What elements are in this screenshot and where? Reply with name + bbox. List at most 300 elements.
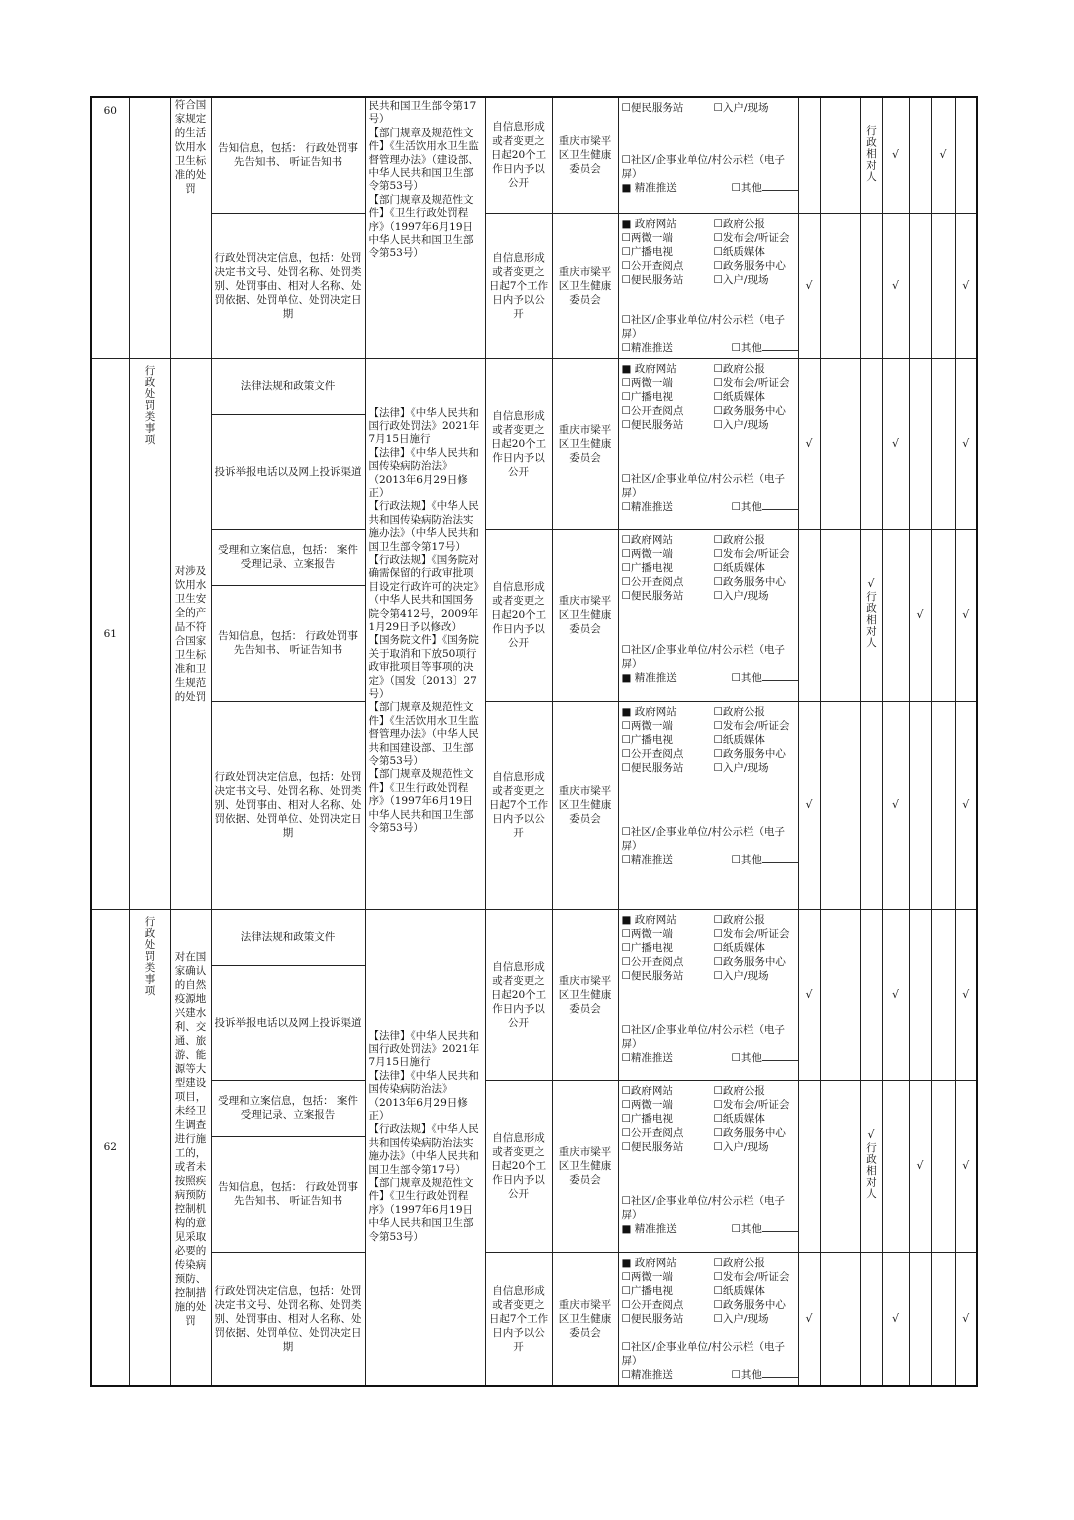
table-cell	[798, 1080, 820, 1252]
text-span	[714, 1112, 799, 1126]
fill-in-line	[762, 341, 798, 351]
text-span	[622, 500, 732, 514]
text-span	[714, 761, 799, 775]
channel-label: 政务服务中心	[722, 259, 786, 272]
text-span: 行政相对人	[865, 1142, 877, 1200]
checked-box-icon: ■	[621, 362, 632, 375]
empty-checkbox-icon: ☐	[621, 589, 631, 602]
row-number: 60	[91, 97, 129, 358]
table-cell: √	[955, 358, 977, 529]
empty-checkbox-icon: ☐	[621, 761, 631, 774]
channel-label: 广播电视	[630, 561, 673, 574]
text-span	[622, 217, 714, 231]
empty-checkbox-icon: ☐	[621, 154, 631, 166]
channel-label: 广播电视	[630, 245, 673, 258]
empty-checkbox-icon: ☐	[713, 1270, 723, 1283]
empty-checkbox-icon: ☐	[621, 390, 631, 403]
checked-box-icon: ■	[621, 1222, 632, 1235]
channel-label: 入户/现场	[722, 1140, 769, 1153]
text-span	[714, 1298, 799, 1312]
empty-checkbox-icon: ☐	[713, 1112, 723, 1125]
table-cell	[820, 213, 860, 358]
channel-label: 纸质媒体	[722, 941, 765, 954]
table-cell: √	[931, 97, 955, 213]
empty-checkbox-icon: ☐	[621, 1298, 631, 1311]
text-span	[622, 747, 714, 761]
channel-label: 社区/企事业单位/村公示栏（电子屏）	[621, 472, 785, 499]
text-span	[714, 1126, 799, 1140]
channel-label: 政府网站	[634, 913, 677, 926]
text-span	[714, 390, 799, 404]
empty-checkbox-icon: ☐	[621, 1112, 631, 1125]
empty-checkbox-icon: ☐	[621, 853, 631, 866]
channel-label: 入户/现场	[722, 418, 769, 431]
empty-checkbox-icon: ☐	[621, 825, 631, 838]
channel-label: 政务服务中心	[722, 404, 786, 417]
empty-checkbox-icon: ☐	[621, 1051, 631, 1064]
channel-label: 政务服务中心	[722, 747, 786, 760]
matter-cell: 对在国家确认的自然疫源地兴建水利、交通、旅游、能源等大型建设项目，未经卫生调查进行施工的，或者未按照疾病预防控制机构的意见采取必要的传染病预防、控制措施的处罚	[170, 909, 211, 1386]
table-cell: √	[882, 213, 909, 358]
table-cell: √	[798, 213, 820, 358]
table-cell	[860, 1252, 882, 1386]
text-span	[622, 273, 714, 287]
channel-label: 两微一端	[630, 719, 673, 732]
empty-checkbox-icon: ☐	[713, 747, 723, 760]
table-cell: 自信息形成或者变更之日起7个工作日内予以公开	[485, 213, 552, 358]
channel-label: 纸质媒体	[722, 245, 765, 258]
text-span	[622, 705, 714, 719]
text-span	[714, 927, 799, 941]
text-span	[622, 390, 714, 404]
text-span	[714, 705, 799, 719]
table-cell	[860, 97, 882, 213]
check-mark-icon: √	[867, 1128, 875, 1142]
empty-checkbox-icon: ☐	[713, 362, 723, 375]
channel-label: 便民服务站	[630, 1140, 684, 1153]
text-span	[622, 418, 714, 432]
channel-label: 政府公报	[722, 217, 765, 230]
fill-in-line	[762, 1051, 798, 1061]
channel-label: 政府网站	[634, 705, 677, 718]
channel-label: 精准推送	[634, 182, 677, 194]
text-span	[714, 245, 799, 259]
channel-label: 社区/企事业单位/村公示栏（电子屏）	[621, 1194, 785, 1221]
channel-label: 政府网站	[630, 533, 673, 546]
channel-label: 入户/现场	[722, 273, 769, 286]
channel-label: 广播电视	[630, 733, 673, 746]
channel-cell	[618, 97, 798, 213]
channel-label: 公开查阅点	[630, 955, 684, 968]
text-span	[622, 1126, 714, 1140]
channel-cell	[618, 1252, 798, 1386]
channel-label: 发布会/听证会	[722, 376, 790, 389]
table-cell	[860, 358, 882, 529]
empty-checkbox-icon: ☐	[713, 1312, 723, 1325]
info-item-notice: 告知信息，包括： 行政处罚事先告知书、 听证告知书	[211, 585, 365, 701]
row-number: 62	[91, 909, 129, 1386]
empty-checkbox-icon: ☐	[621, 313, 631, 326]
channel-label: 社区/企事业单位/村公示栏（电子屏）	[621, 643, 785, 670]
table-cell: 自信息形成或者变更之日起20个工作日内予以公开	[485, 1080, 552, 1252]
timeframe-cell: 自信息形成或者变更之日起20个工作日内予以公开	[485, 97, 552, 213]
info-item-decision: 行政处罚决定信息，包括：处罚决定书文号、处罚名称、处罚类别、处罚事由、相对人名称、处罚依据、处罚单位、处罚决定日期	[211, 213, 365, 358]
empty-checkbox-icon: ☐	[621, 941, 631, 954]
info-item-filing: 受理和立案信息，包括： 案件受理记录、立案报告	[211, 1080, 365, 1136]
table-cell	[820, 358, 860, 529]
empty-checkbox-icon: ☐	[621, 1312, 631, 1325]
empty-checkbox-icon: ☐	[713, 733, 723, 746]
channel-label: 入户/现场	[722, 102, 769, 114]
channel-label: 政务服务中心	[722, 575, 786, 588]
table-row	[91, 909, 977, 965]
text-span	[732, 853, 799, 867]
table-cell: √	[882, 97, 909, 213]
text-span	[622, 1298, 714, 1312]
matter-cell: 对涉及饮用水卫生安全的产品不符合国家卫生标准和卫生规范的处罚	[170, 358, 211, 909]
empty-checkbox-icon: ☐	[621, 341, 631, 354]
text-span	[714, 941, 799, 955]
channel-cell	[618, 1080, 798, 1252]
channel-label: 纸质媒体	[722, 733, 765, 746]
channel-label: 政府公报	[722, 1256, 765, 1269]
text-span	[732, 500, 799, 514]
text-span	[622, 1270, 714, 1284]
table-cell	[931, 213, 955, 358]
table-cell	[909, 909, 931, 1080]
empty-checkbox-icon: ☐	[621, 1126, 631, 1139]
table-cell: 自信息形成或者变更之日起7个工作日内予以公开	[485, 1252, 552, 1386]
text-span	[622, 1112, 714, 1126]
empty-checkbox-icon: ☐	[713, 561, 723, 574]
empty-checkbox-icon: ☐	[713, 245, 723, 258]
text-span	[714, 1256, 799, 1270]
table-cell	[820, 701, 860, 909]
table-cell: 重庆市梁平区卫生健康委员会	[552, 1080, 618, 1252]
text-span	[622, 969, 714, 983]
channel-label: 公开查阅点	[630, 575, 684, 588]
channel-label: 其他	[740, 341, 762, 354]
channel-label: 发布会/听证会	[722, 1270, 790, 1283]
basis-cell: 【法律】《中华人民共和国行政处罚法》2021年7月15日施行 【法律】《中华人民共和国传染病防治法》（2013年6月29日修正） 【行政法规】《中华人民共和国传染病防治法实施办法》（中华人民共和国卫生部令第17号） 【部门规章及规范性文件】《卫生行政处罚程序》（1997年6月19日中华人民共和国卫生部令第53号）	[365, 909, 485, 1386]
text-span	[622, 733, 714, 747]
empty-checkbox-icon: ☐	[713, 1298, 723, 1311]
channel-label: 入户/现场	[722, 969, 769, 982]
channel-label: 社区/企事业单位/村公示栏（电子屏）	[621, 313, 785, 340]
channel-label: 社区/企事业单位/村公示栏（电子屏）	[621, 1340, 785, 1367]
text-span	[714, 733, 799, 747]
table-cell	[882, 1080, 909, 1252]
table-cell: √	[955, 701, 977, 909]
table-row	[91, 213, 977, 358]
text-span	[622, 561, 714, 575]
channel-label: 精准推送	[634, 1222, 677, 1235]
table-cell: √	[798, 1252, 820, 1386]
empty-checkbox-icon: ☐	[713, 1084, 723, 1097]
text-span	[714, 589, 799, 603]
text-span	[732, 341, 799, 355]
channel-label: 纸质媒体	[722, 1112, 765, 1125]
object-label: 行政相对人	[865, 124, 877, 182]
text-span	[622, 575, 714, 589]
text-span	[714, 1312, 799, 1326]
table-cell	[129, 909, 170, 1386]
empty-checkbox-icon: ☐	[621, 1140, 631, 1153]
table-cell: 重庆市梁平区卫生健康委员会	[552, 1252, 618, 1386]
text-span	[622, 1098, 714, 1112]
text-span	[622, 181, 732, 195]
table-cell	[820, 1080, 860, 1252]
matter-cell: 符合国家规定的生活饮用水卫生标准的处罚	[170, 97, 211, 358]
channel-label: 政府网站	[634, 1256, 677, 1269]
table-cell	[860, 701, 882, 909]
table-cell: 自信息形成或者变更之日起20个工作日内予以公开	[485, 909, 552, 1080]
channel-label: 社区/企事业单位/村公示栏（电子屏）	[621, 825, 785, 852]
empty-checkbox-icon: ☐	[731, 500, 741, 513]
empty-checkbox-icon: ☐	[621, 102, 631, 114]
empty-checkbox-icon: ☐	[731, 1222, 741, 1235]
text-span	[732, 671, 799, 685]
text-span	[714, 231, 799, 245]
table-cell: 重庆市梁平区卫生健康委员会	[552, 909, 618, 1080]
channel-label: 其他	[740, 182, 762, 194]
channel-label: 精准推送	[630, 1368, 673, 1381]
info-item-laws: 法律法规和政策文件	[211, 909, 365, 965]
text-span	[622, 1084, 714, 1098]
table-cell: 自信息形成或者变更之日起20个工作日内予以公开	[485, 358, 552, 529]
table-cell: 重庆市梁平区卫生健康委员会	[552, 358, 618, 529]
channel-label: 政府网站	[634, 362, 677, 375]
channel-label: 广播电视	[630, 390, 673, 403]
text-span	[714, 1270, 799, 1284]
info-item-laws: 法律法规和政策文件	[211, 358, 365, 414]
empty-checkbox-icon: ☐	[713, 547, 723, 560]
check-mark-icon: √	[867, 577, 875, 591]
empty-checkbox-icon: ☐	[621, 643, 631, 656]
info-item-filing: 受理和立案信息，包括： 案件受理记录、立案报告	[211, 529, 365, 585]
text-span	[714, 362, 799, 376]
empty-checkbox-icon: ☐	[621, 955, 631, 968]
empty-checkbox-icon: ☐	[621, 719, 631, 732]
text-span	[622, 259, 714, 273]
table-cell: √	[955, 1080, 977, 1252]
table-cell	[931, 1080, 955, 1252]
text-span	[714, 969, 799, 983]
channel-label: 纸质媒体	[722, 390, 765, 403]
channel-label: 两微一端	[630, 547, 673, 560]
empty-checkbox-icon: ☐	[713, 259, 723, 272]
empty-checkbox-icon: ☐	[713, 927, 723, 940]
channel-label: 纸质媒体	[722, 561, 765, 574]
empty-checkbox-icon: ☐	[621, 1340, 631, 1353]
channel-label: 政务服务中心	[722, 1126, 786, 1139]
channel-cell	[618, 701, 798, 909]
fill-in-line	[762, 181, 798, 191]
empty-checkbox-icon: ☐	[731, 341, 741, 354]
table-cell: 重庆市梁平区卫生健康委员会	[552, 701, 618, 909]
table-cell: √	[798, 358, 820, 529]
empty-checkbox-icon: ☐	[731, 1368, 741, 1381]
channel-label: 公开查阅点	[630, 259, 684, 272]
category-label: 行政处罚类事项	[143, 915, 156, 996]
empty-checkbox-icon: ☐	[621, 1023, 631, 1036]
table-cell	[798, 529, 820, 701]
empty-checkbox-icon: ☐	[621, 969, 631, 982]
fill-in-line	[762, 671, 798, 681]
text-span: 行政相对人	[865, 591, 877, 649]
text-span	[714, 376, 799, 390]
channel-label: 广播电视	[630, 941, 673, 954]
channel-label: 其他	[740, 671, 762, 684]
table-cell	[882, 529, 909, 701]
channel-label: 便民服务站	[630, 418, 684, 431]
text-span	[622, 671, 732, 685]
table-cell	[798, 97, 820, 213]
channel-cell	[618, 358, 798, 529]
channel-label: 入户/现场	[722, 589, 769, 602]
text-span	[622, 362, 714, 376]
text-span	[622, 761, 714, 775]
channel-label: 公开查阅点	[630, 1126, 684, 1139]
text-span	[622, 533, 714, 547]
text-span	[714, 533, 799, 547]
empty-checkbox-icon: ☐	[713, 575, 723, 588]
empty-checkbox-icon: ☐	[621, 561, 631, 574]
empty-checkbox-icon: ☐	[621, 273, 631, 286]
empty-checkbox-icon: ☐	[731, 1051, 741, 1064]
table-row	[91, 97, 977, 213]
empty-checkbox-icon: ☐	[621, 1270, 631, 1283]
empty-checkbox-icon: ☐	[621, 259, 631, 272]
empty-checkbox-icon: ☐	[713, 1284, 723, 1297]
empty-checkbox-icon: ☐	[621, 747, 631, 760]
category-cell	[129, 97, 170, 358]
channel-label: 其他	[740, 1051, 762, 1064]
empty-checkbox-icon: ☐	[713, 418, 723, 431]
text-span	[714, 575, 799, 589]
channel-label: 发布会/听证会	[722, 1098, 790, 1111]
text-span	[732, 1222, 799, 1236]
channel-label: 政府网站	[634, 217, 677, 230]
subject-cell: 重庆市梁平区卫生健康委员会	[552, 97, 618, 213]
channel-label: 精准推送	[630, 853, 673, 866]
channel-label: 其他	[740, 853, 762, 866]
text-span	[622, 927, 714, 941]
channel-label: 便民服务站	[630, 589, 684, 602]
empty-checkbox-icon: ☐	[713, 217, 723, 230]
text-span	[622, 589, 714, 603]
text-span	[714, 273, 799, 287]
text-span	[622, 245, 714, 259]
text-span	[714, 955, 799, 969]
channel-label: 发布会/听证会	[722, 927, 790, 940]
table-cell	[909, 213, 931, 358]
text-span	[622, 955, 714, 969]
table-cell: 重庆市梁平区卫生健康委员会	[552, 213, 618, 358]
empty-checkbox-icon: ☐	[621, 575, 631, 588]
text-span	[714, 547, 799, 561]
table-cell: √	[882, 701, 909, 909]
channel-label: 入户/现场	[722, 761, 769, 774]
table-cell: 自信息形成或者变更之日起20个工作日内予以公开	[485, 529, 552, 701]
empty-checkbox-icon: ☐	[713, 376, 723, 389]
empty-checkbox-icon: ☐	[621, 418, 631, 431]
text-span	[714, 719, 799, 733]
table-cell	[820, 1252, 860, 1386]
empty-checkbox-icon: ☐	[713, 1126, 723, 1139]
table-cell: 自信息形成或者变更之日起7个工作日内予以公开	[485, 701, 552, 909]
table-cell: √	[798, 909, 820, 1080]
info-item-complaint: 投诉举报电话以及网上投诉渠道	[211, 414, 365, 529]
channel-label: 政府公报	[722, 913, 765, 926]
text-span	[622, 1256, 714, 1270]
text-span	[622, 719, 714, 733]
text-span	[622, 913, 714, 927]
text-span	[622, 853, 732, 867]
fill-in-line	[762, 1222, 798, 1232]
table-cell	[860, 213, 882, 358]
channel-label: 政务服务中心	[722, 1298, 786, 1311]
text-span	[622, 941, 714, 955]
text-span	[714, 561, 799, 575]
fill-in-line	[762, 1368, 798, 1378]
channel-label: 精准推送	[630, 1051, 673, 1064]
text-span	[714, 259, 799, 273]
text-span	[622, 404, 714, 418]
table-cell	[931, 909, 955, 1080]
text-span	[714, 1284, 799, 1298]
table-cell	[129, 358, 170, 909]
table-cell	[909, 701, 931, 909]
empty-checkbox-icon: ☐	[621, 733, 631, 746]
channel-label: 政府公报	[722, 533, 765, 546]
empty-checkbox-icon: ☐	[713, 404, 723, 417]
channel-label: 广播电视	[630, 1284, 673, 1297]
checked-box-icon: ■	[621, 913, 632, 926]
empty-checkbox-icon: ☐	[621, 547, 631, 560]
table-cell	[931, 1252, 955, 1386]
text-span	[622, 1284, 714, 1298]
table-cell: √	[955, 1252, 977, 1386]
channel-label: 发布会/听证会	[722, 719, 790, 732]
empty-checkbox-icon: ☐	[621, 376, 631, 389]
channel-label: 精准推送	[630, 500, 673, 513]
channel-label: 便民服务站	[630, 102, 684, 114]
channel-label: 便民服务站	[630, 1312, 684, 1325]
info-item-notice: 告知信息，包括： 行政处罚事先告知书、 听证告知书	[211, 1136, 365, 1252]
empty-checkbox-icon: ☐	[621, 1098, 631, 1111]
channel-label: 政府公报	[722, 362, 765, 375]
empty-checkbox-icon: ☐	[621, 1194, 631, 1207]
empty-checkbox-icon: ☐	[621, 245, 631, 258]
channel-label: 精准推送	[634, 671, 677, 684]
fill-in-line	[762, 853, 798, 863]
channel-label: 政府网站	[630, 1084, 673, 1097]
empty-checkbox-icon: ☐	[713, 913, 723, 926]
disclosure-table	[90, 96, 978, 1387]
channel-label: 社区/企事业单位/村公示栏（电子屏）	[621, 1023, 785, 1050]
empty-checkbox-icon: ☐	[713, 1256, 723, 1269]
channel-label: 公开查阅点	[630, 404, 684, 417]
table-cell	[860, 1080, 882, 1252]
table-cell: √	[882, 1252, 909, 1386]
text-span	[714, 418, 799, 432]
empty-checkbox-icon: ☐	[713, 719, 723, 732]
table-cell	[860, 909, 882, 1080]
empty-checkbox-icon: ☐	[713, 705, 723, 718]
text-span	[714, 217, 799, 231]
table-cell	[955, 97, 977, 213]
